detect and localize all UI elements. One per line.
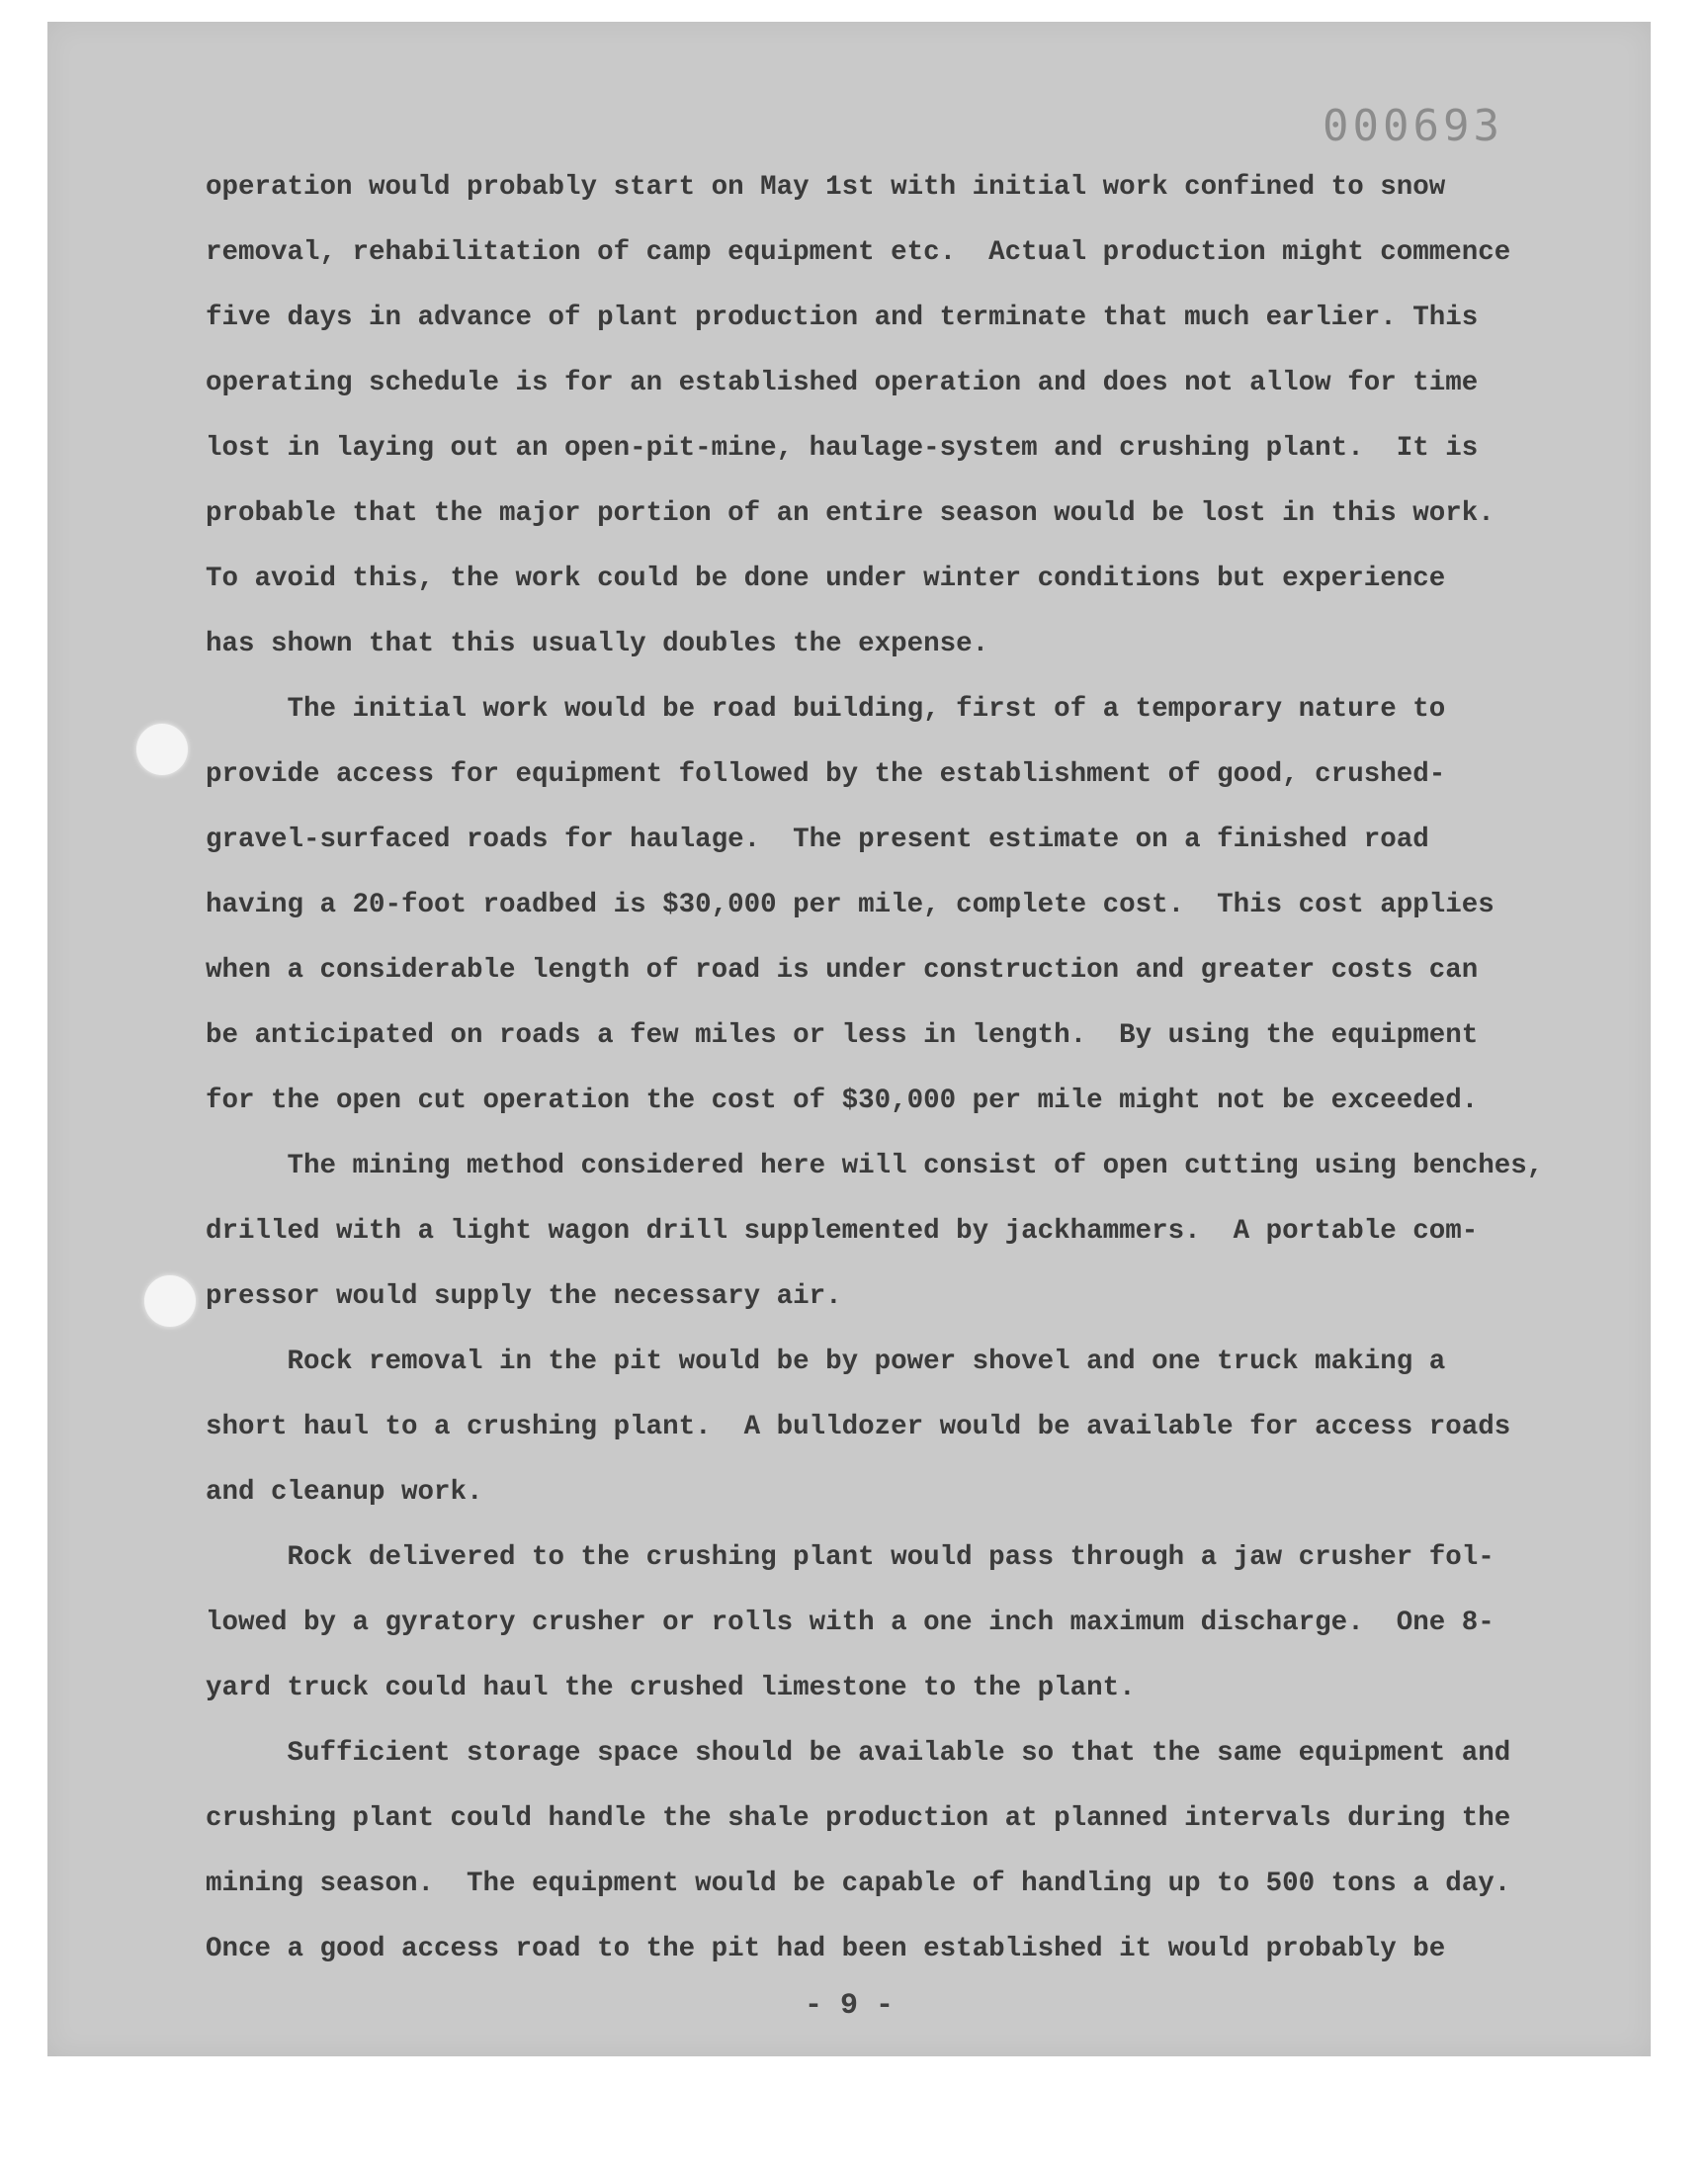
text-line: probable that the major portion of an entire season would be lost in this work. xyxy=(206,498,1494,529)
text-line: operating schedule is for an established operation and does not allow for time xyxy=(206,368,1479,398)
document-page xyxy=(47,22,1651,2056)
body-text xyxy=(206,155,1629,1982)
text-line: The initial work would be road building, first of a temporary nature to xyxy=(206,694,1446,725)
page-number: - 9 - xyxy=(804,1989,894,2023)
text-line: pressor would supply the necessary air. xyxy=(206,1281,842,1312)
text-line: Rock delivered to the crushing plant would pass through a jaw crusher fol- xyxy=(206,1542,1494,1573)
text-line: lost in laying out an open-pit-mine, haulage-system and crushing plant. It is xyxy=(206,433,1479,464)
text-line: Rock removal in the pit would be by power shovel and one truck making a xyxy=(206,1347,1446,1377)
text-line: mining season. The equipment would be capable of handling up to 500 tons a day. xyxy=(206,1869,1511,1899)
archive-stamp-number: 000693 xyxy=(1323,101,1503,151)
text-line: Once a good access road to the pit had been established it would probably be xyxy=(206,1934,1446,1964)
text-line: provide access for equipment followed by the establishment of good, crushed- xyxy=(206,759,1446,790)
text-line: operation would probably start on May 1st with initial work confined to snow xyxy=(206,172,1446,203)
text-line: The mining method considered here will consist of open cutting using benches, xyxy=(206,1151,1544,1181)
text-line: Sufficient storage space should be available so that the same equipment and xyxy=(206,1738,1511,1769)
text-line: for the open cut operation the cost of $30,000 per mile might not be exceeded. xyxy=(206,1086,1479,1116)
text-line: To avoid this, the work could be done under winter conditions but experience xyxy=(206,564,1446,594)
text-line: yard truck could haul the crushed limestone to the plant. xyxy=(206,1673,1136,1703)
text-line: has shown that this usually doubles the expense. xyxy=(206,629,989,659)
text-line: five days in advance of plant production and terminate that much earlier. This xyxy=(206,303,1479,333)
text-line: drilled with a light wagon drill supplemented by jackhammers. A portable com- xyxy=(206,1216,1479,1247)
text-line: having a 20-foot roadbed is $30,000 per mile, complete cost. This cost applies xyxy=(206,890,1494,920)
text-line: and cleanup work. xyxy=(206,1477,483,1508)
text-line: crushing plant could handle the shale production at planned intervals during the xyxy=(206,1803,1511,1834)
text-line: removal, rehabilitation of camp equipment etc. Actual production might commence xyxy=(206,237,1511,268)
text-line: lowed by a gyratory crusher or rolls with a one inch maximum discharge. One 8- xyxy=(206,1608,1494,1638)
text-line: short haul to a crushing plant. A bulldozer would be available for access roads xyxy=(206,1412,1511,1442)
text-line: when a considerable length of road is under construction and greater costs can xyxy=(206,955,1479,986)
text-line: be anticipated on roads a few miles or less in length. By using the equipment xyxy=(206,1020,1479,1051)
text-line: gravel-surfaced roads for haulage. The present estimate on a finished road xyxy=(206,825,1429,855)
punch-hole xyxy=(136,724,188,775)
punch-hole xyxy=(144,1275,196,1327)
